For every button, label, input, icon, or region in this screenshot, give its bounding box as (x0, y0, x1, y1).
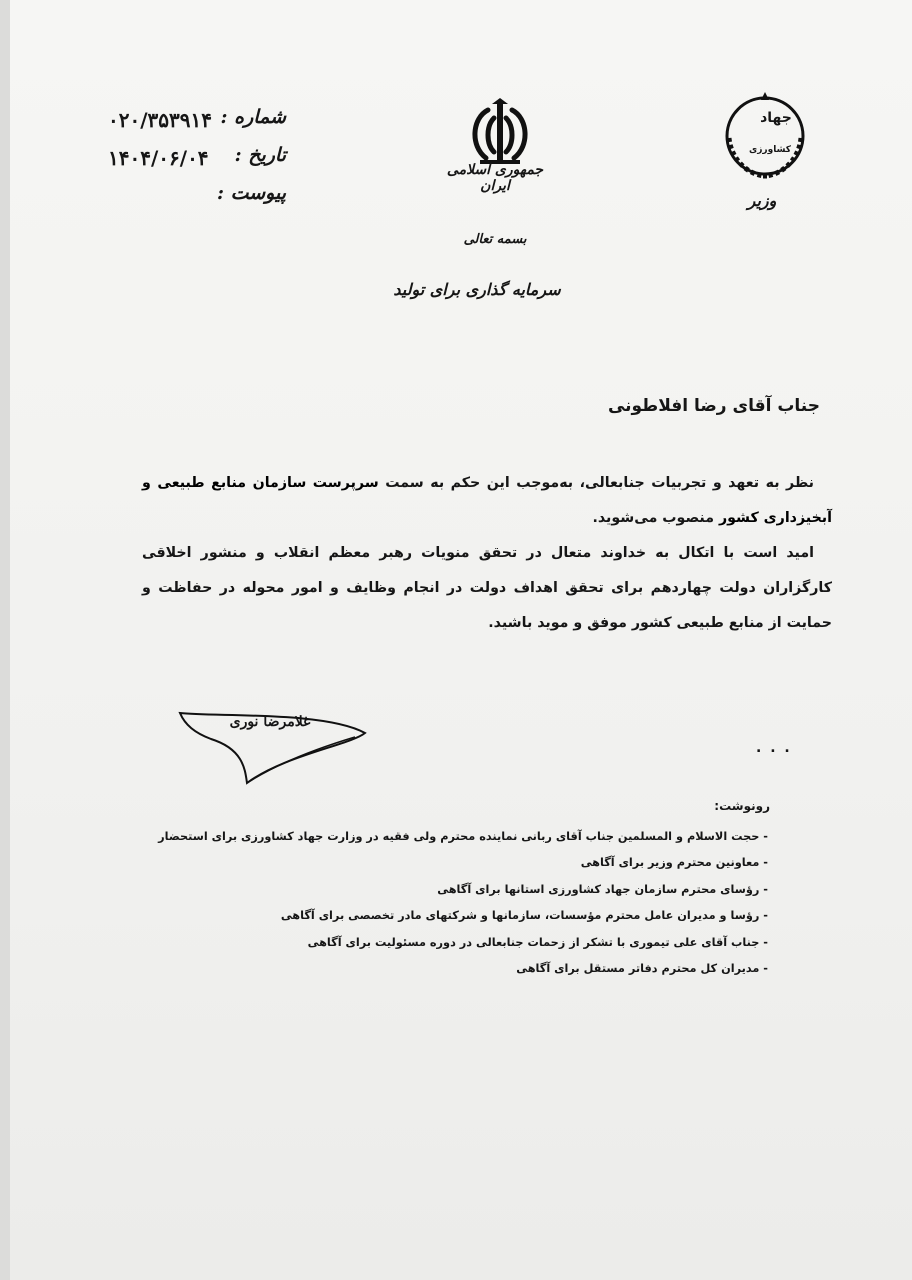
paragraph-1-start: نظر به تعهد و تجربیات جنابعالی، به‌موجب این حکم به سمت (378, 475, 815, 491)
year-slogan: سرمایه گذاری برای تولید (393, 280, 561, 299)
number-row (108, 106, 298, 144)
letter-meta (108, 106, 298, 220)
date-label: تاریخ : (234, 144, 286, 166)
emblem-caption: جمهوری اسلامی ایران (446, 162, 544, 194)
copy-item: - رؤسا و مدیران عامل محترم مؤسسات، سازمانها و شرکتهای مادر تخصصی برای آگاهی (168, 903, 768, 929)
logo-subtitle: کشاورزی (749, 145, 791, 155)
recipient: جناب آقای رضا افلاطونی (607, 396, 820, 416)
bismillah: بسمه تعالی (463, 232, 527, 247)
letter-body (142, 466, 832, 641)
attachment-label: پیوست : (216, 182, 286, 204)
date-value: ۱۴۰۴/۰۶/۰۴ (108, 146, 209, 170)
copies-list (158, 824, 768, 982)
copies-title: رونوشت: (714, 799, 770, 813)
paragraph-1 (142, 466, 832, 536)
ministry-logo-icon (715, 86, 815, 186)
paragraph-1-end: منصوب می‌شوید. (592, 510, 719, 526)
signature-dots: . . . (756, 740, 792, 756)
attachment-row (108, 182, 298, 220)
date-row (108, 144, 298, 182)
logo-title: جهاد (760, 110, 792, 126)
copy-item: - مدیران کل محترم دفاتر مستقل برای آگاهی (168, 956, 768, 982)
appointment-title: سرپرست سازمان منابع طبیعی و آبخیزداری کشور (142, 475, 832, 526)
signatory-name: غلامرضا نوری (229, 714, 311, 730)
copy-item: - معاونین محترم وزیر برای آگاهی (168, 850, 768, 876)
copy-item: - حجت الاسلام و المسلمین جناب آقای ربانی نماینده محترم ولی فقیه در وزارت جهاد کشاورزی برای استحضار (168, 824, 768, 850)
number-label: شماره : (220, 106, 286, 128)
copy-item: - رؤسای محترم سازمان جهاد کشاورزی استانها برای آگاهی (168, 877, 768, 903)
copy-item: - جناب آقای علی تیموری با تشکر از زحمات جنابعالی در دوره مسئولیت برای آگاهی (168, 930, 768, 956)
paragraph-2: امید است با اتکال به خداوند متعال در تحقق منویات رهبر معظم انقلاب و منشور اخلاقی کارگزاران دولت چهاردهم برای تحقق اهداف دولت در انجام وظایف و امور محوله در حفاظت و حمایت از منابع طبیعی کشور موفق و موید باشید. (142, 545, 832, 631)
number-value: ۰۲۰/۳۵۳۹۱۴ (108, 108, 212, 132)
minister-label: وزیر (747, 191, 777, 210)
